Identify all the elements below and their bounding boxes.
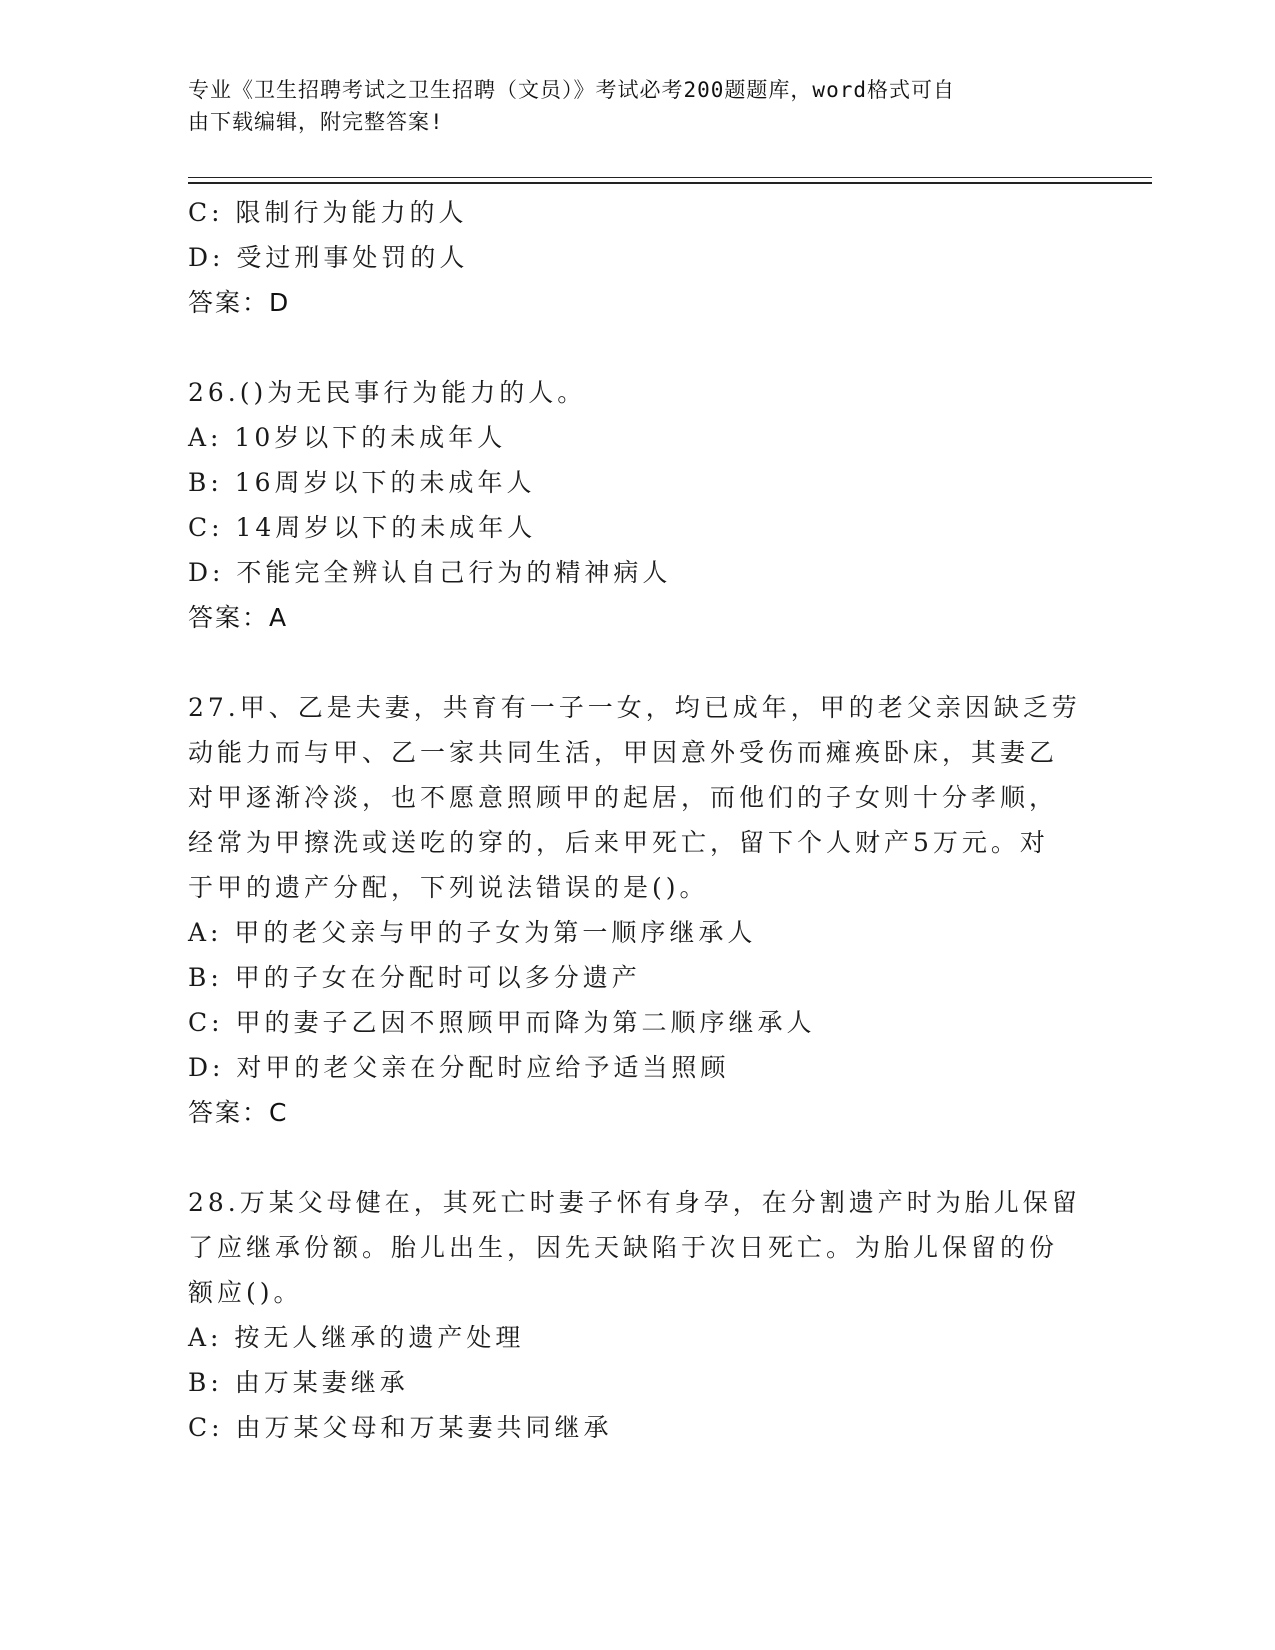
question-stem-line: 于甲的遗产分配，下列说法错误的是()。 [188,873,709,902]
option-b: B: 甲的子女在分配时可以多分遗产 [188,963,641,992]
spacer [188,640,1088,685]
header-title-line-1: 专业《卫生招聘考试之卫生招聘（文员）》考试必考200题题库，word格式可自 [188,78,955,102]
spacer [188,325,1088,370]
spacer [188,1135,1088,1180]
question-stem-line: 额应()。 [188,1278,303,1307]
question-25-tail [188,190,1088,325]
option-d: D: 不能完全辨认自己行为的精神病人 [188,558,672,587]
question-stem-line: 动能力而与甲、乙一家共同生活，甲因意外受伤而瘫痪卧床，其妻乙 [188,738,1059,767]
option-c: C: 由万某父母和万某妻共同继承 [188,1413,613,1442]
option-a: A: 甲的老父亲与甲的子女为第一顺序继承人 [188,918,757,947]
option-a: A: 10岁以下的未成年人 [188,423,507,452]
header-divider-thick [188,182,1152,184]
option-b: B: 16周岁以下的未成年人 [188,468,536,497]
page-header [188,74,1068,138]
question-stem-line: 经常为甲擦洗或送吃的穿的，后来甲死亡，留下个人财产5万元。对 [188,828,1049,857]
option-a: A: 按无人继承的遗产处理 [188,1323,525,1352]
option-d: D: 对甲的老父亲在分配时应给予适当照顾 [188,1053,730,1082]
question-27 [188,685,1088,1135]
question-26 [188,370,1088,640]
option-d: D: 受过刑事处罚的人 [188,243,469,272]
question-stem-line: 了应继承份额。胎儿出生，因先天缺陷于次日死亡。为胎儿保留的份 [188,1233,1059,1262]
answer-label: 答案：C [188,1098,289,1127]
option-c: C: 甲的妻子乙因不照顾甲而降为第二顺序继承人 [188,1008,816,1037]
question-stem: 26.()为无民事行为能力的人。 [188,378,587,407]
option-c: C: 14周岁以下的未成年人 [188,513,537,542]
header-title-line-2: 由下载编辑，附完整答案! [188,110,444,134]
question-28 [188,1180,1088,1450]
question-list [188,190,1088,1450]
question-stem-line: 对甲逐渐冷淡，也不愿意照顾甲的起居，而他们的子女则十分孝顺， [188,783,1059,812]
answer-label: 答案：D [188,288,291,317]
option-b: B: 由万某妻继承 [188,1368,409,1397]
question-stem-line: 27.甲、乙是夫妻，共育有一子一女，均已成年，甲的老父亲因缺乏劳 [188,693,1081,722]
header-divider-thin [188,177,1152,178]
option-c: C: 限制行为能力的人 [188,198,468,227]
question-stem-line: 28.万某父母健在，其死亡时妻子怀有身孕，在分割遗产时为胎儿保留 [188,1188,1081,1217]
answer-label: 答案：A [188,603,289,632]
